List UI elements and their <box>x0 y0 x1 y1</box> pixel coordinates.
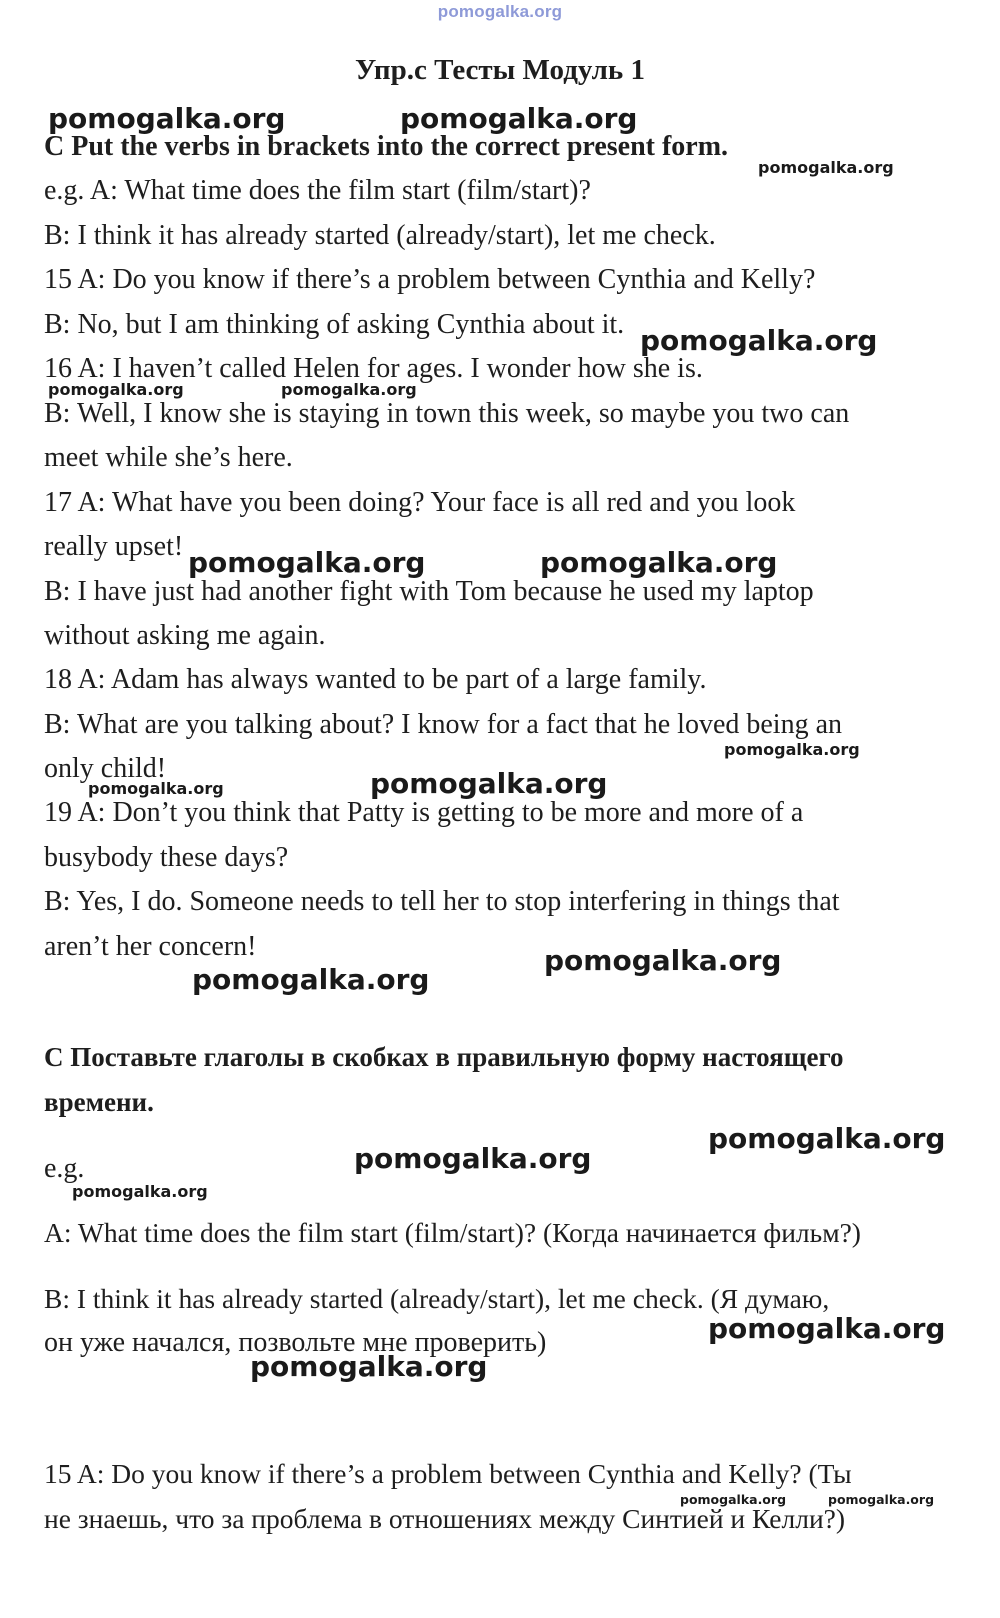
exercise-heading-ru-cont: времени. <box>44 1087 154 1117</box>
watermark: pomogalka.org <box>758 158 894 177</box>
watermark: pomogalka.org <box>540 546 778 579</box>
exercise-heading-en: C Put the verbs in brackets into the correct present form. <box>44 131 729 162</box>
text-line: B: What are you talking about? I know for a fact that he loved being an <box>44 709 842 740</box>
text-line: B: No, but I am thinking of asking Cynthia about it. <box>44 309 625 340</box>
text-line: 17 A: What have you been doing? Your face is all red and you look <box>44 487 796 518</box>
text-line: 15 A: Do you know if there’s a problem between Cynthia and Kelly? <box>44 264 816 295</box>
watermark: pomogalka.org <box>250 1350 488 1383</box>
watermark: pomogalka.org <box>544 944 782 977</box>
text-line: он уже начался, позвольте мне проверить) <box>44 1327 547 1358</box>
text-line: B: I think it has already started (already/start), let me check. <box>44 220 716 251</box>
text-line: не знаешь, что за проблема в отношениях между Синтией и Келли?) <box>44 1503 846 1534</box>
text-line: B: I think it has already started (already/start), let me check. (Я думаю, <box>44 1283 830 1314</box>
text-line: B: Yes, I do. Someone needs to tell her to stop interfering in things that <box>44 886 840 917</box>
text-line: B: I have just had another fight with Tom because he used my laptop <box>44 576 814 607</box>
watermark: pomogalka.org <box>400 102 638 135</box>
watermark: pomogalka.org <box>72 1182 208 1201</box>
text-line: meet while she’s here. <box>44 442 293 473</box>
watermark: pomogalka.org <box>281 380 417 399</box>
watermark: pomogalka.org <box>48 380 184 399</box>
watermark: pomogalka.org <box>370 767 608 800</box>
watermark: pomogalka.org <box>724 740 860 759</box>
text-line: e.g. <box>44 1153 85 1184</box>
text-line: aren’t her concern! <box>44 931 257 962</box>
text-line: without asking me again. <box>44 620 326 651</box>
watermark: pomogalka.org <box>828 1492 935 1507</box>
watermark: pomogalka.org <box>188 546 426 579</box>
text-line: 18 A: Adam has always wanted to be part of a large family. <box>44 664 707 695</box>
text-line: 16 A: I haven’t called Helen for ages. I wonder how she is. <box>44 353 703 384</box>
watermark: pomogalka.org <box>88 779 224 798</box>
watermark: pomogalka.org <box>48 102 286 135</box>
site-logo: pomogalka.org <box>437 2 563 21</box>
page-title: Упр.с Тесты Модуль 1 <box>354 54 646 86</box>
watermark: pomogalka.org <box>680 1492 787 1507</box>
watermark: pomogalka.org <box>708 1312 946 1345</box>
text-line: e.g. A: What time does the film start (film/start)? <box>44 175 591 206</box>
watermark: pomogalka.org <box>192 963 430 996</box>
exercise-heading-ru: C Поставьте глаголы в скобках в правильную форму настоящего <box>44 1042 844 1072</box>
watermark: pomogalka.org <box>640 324 878 357</box>
text-line: 15 A: Do you know if there’s a problem between Cynthia and Kelly? (Ты <box>44 1458 852 1489</box>
text-line: really upset! <box>44 531 184 562</box>
watermark: pomogalka.org <box>354 1142 592 1175</box>
text-line: only child! <box>44 753 167 784</box>
text-line: A: What time does the film start (film/start)? (Когда начинается фильм?) <box>44 1217 861 1248</box>
text-line: B: Well, I know she is staying in town this week, so maybe you two can <box>44 398 850 429</box>
text-line: 19 A: Don’t you think that Patty is getting to be more and more of a <box>44 797 804 828</box>
text-line: busybody these days? <box>44 842 289 873</box>
watermark: pomogalka.org <box>708 1122 946 1155</box>
